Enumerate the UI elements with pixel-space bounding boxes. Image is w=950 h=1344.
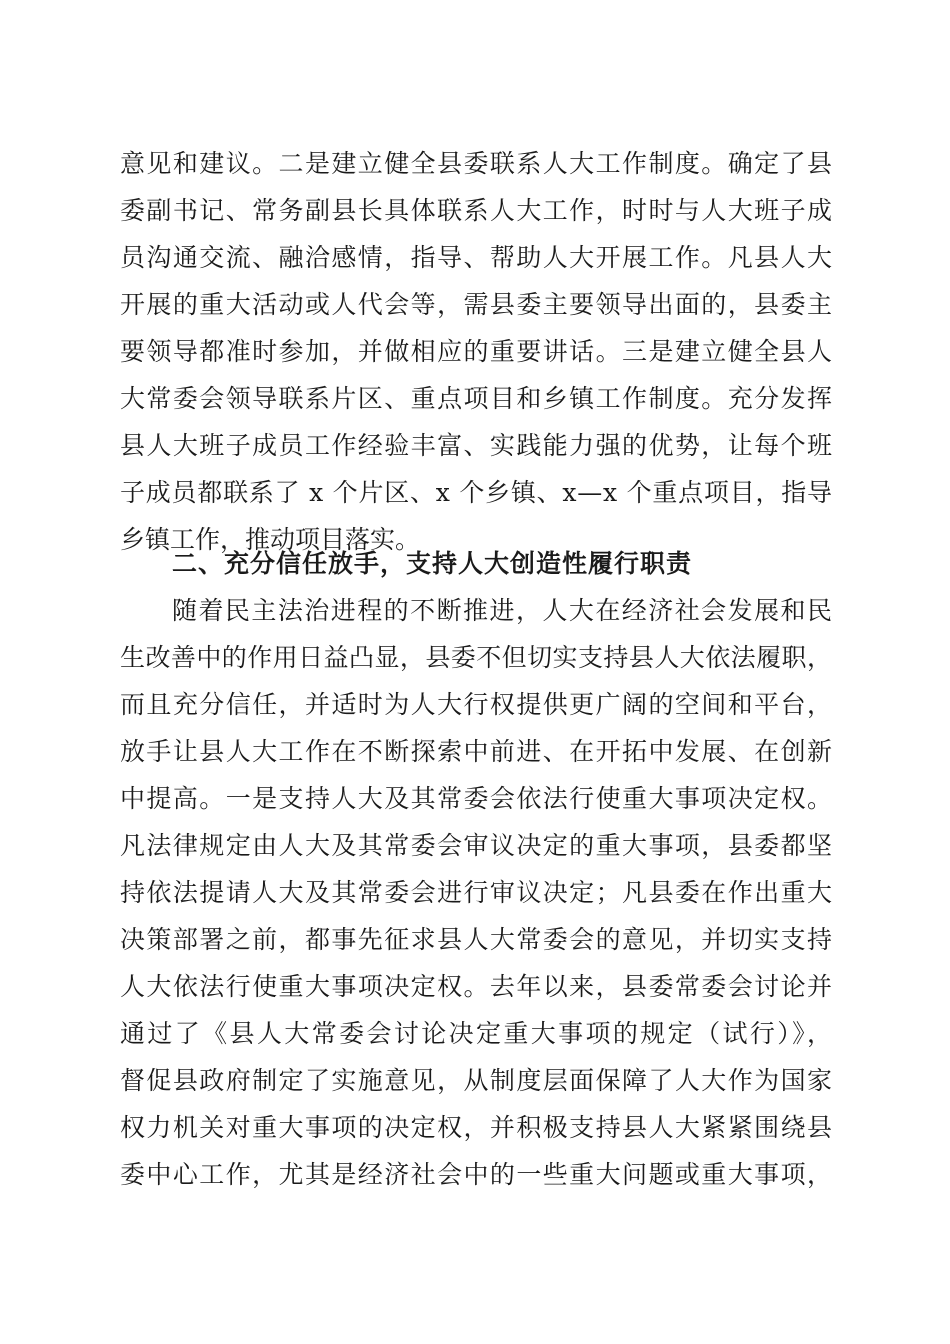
paragraph-line: 而且充分信任，并适时为人大行权提供更广阔的空间和平台，: [120, 690, 834, 719]
paragraph-line: 要领导都准时参加，并做相应的重要讲话。三是建立健全县人: [120, 337, 834, 366]
paragraph-line: 子成员都联系了 x 个片区、x 个乡镇、x—x 个重点项目，指导: [120, 478, 833, 507]
paragraph-line: 中提高。一是支持人大及其常委会依法行使重大事项决定权。: [120, 784, 834, 813]
paragraph-line: 通过了《县人大常委会讨论决定重大事项的规定（试行）》，: [120, 1019, 835, 1048]
paragraph-line: 决策部署之前，都事先征求县人大常委会的意见，并切实支持: [120, 925, 834, 954]
paragraph-line: 生改善中的作用日益凸显，县委不但切实支持县人大依法履职，: [120, 643, 833, 672]
paragraph-line: 意见和建议。二是建立健全县委联系人大工作制度。确定了县: [120, 149, 834, 178]
paragraph-line: 放手让县人大工作在不断探索中前进、在开拓中发展、在创新: [120, 737, 834, 766]
paragraph-line: 权力机关对重大事项的决定权，并积极支持县人大紧紧围绕县: [120, 1113, 834, 1142]
paragraph-line: 人大依法行使重大事项决定权。去年以来，县委常委会讨论并: [120, 972, 834, 1001]
paragraph-line: 随着民主法治进程的不断推进，人大在经济社会发展和民: [172, 596, 834, 625]
document-body: [120, 0, 835, 1344]
paragraph-line: 大常委会领导联系片区、重点项目和乡镇工作制度。充分发挥: [120, 384, 834, 413]
section-heading: 二、充分信任放手，支持人大创造性履行职责: [172, 549, 693, 578]
paragraph-line: 乡镇工作，推动项目落实。: [120, 525, 421, 554]
paragraph-line: 开展的重大活动或人代会等，需县委主要领导出面的，县委主: [120, 290, 834, 319]
paragraph-line: 员沟通交流、融洽感情，指导、帮助人大开展工作。凡县人大: [120, 243, 834, 272]
paragraph-line: 委中心工作，尤其是经济社会中的一些重大问题或重大事项，: [120, 1160, 834, 1189]
paragraph-line: 县人大班子成员工作经验丰富、实践能力强的优势，让每个班: [120, 431, 834, 460]
paragraph-line: 持依法提请人大及其常委会进行审议决定；凡县委在作出重大: [120, 878, 834, 907]
paragraph-line: 督促县政府制定了实施意见，从制度层面保障了人大作为国家: [120, 1066, 834, 1095]
paragraph-line: 委副书记、常务副县长具体联系人大工作，时时与人大班子成: [120, 196, 834, 225]
paragraph-line: 凡法律规定由人大及其常委会审议决定的重大事项，县委都坚: [120, 831, 834, 860]
